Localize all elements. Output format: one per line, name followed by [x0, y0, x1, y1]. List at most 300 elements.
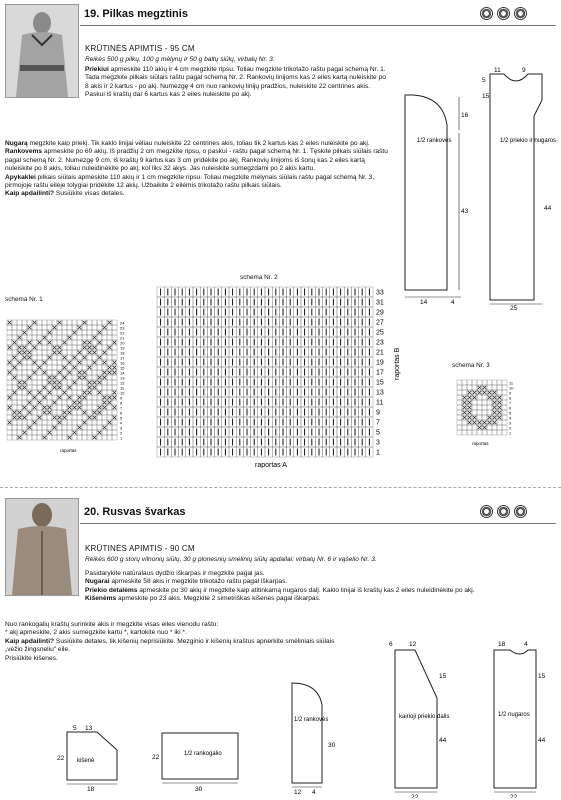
grid-cell	[32, 425, 37, 430]
dim-6: 6	[389, 641, 393, 648]
grid-cell	[72, 425, 77, 430]
grid-cell	[7, 350, 12, 355]
row-number: 27	[376, 319, 384, 327]
pocket-label: kišenė	[77, 758, 95, 764]
cross-stitch	[63, 376, 67, 380]
row-number: 19	[376, 359, 384, 367]
schema1-label: schema Nr. 1	[5, 296, 43, 303]
section19-body-pattern	[478, 60, 558, 310]
row-number: 24	[120, 320, 125, 326]
row-number: 11	[120, 385, 125, 391]
cross-stitch	[478, 386, 482, 390]
grid-cell	[32, 350, 37, 355]
grid-cell	[487, 410, 492, 415]
cross-stitch	[28, 401, 32, 405]
cross-stitch	[38, 341, 42, 345]
grid-cell	[62, 385, 67, 390]
grid-cell	[107, 405, 112, 410]
grid-cell	[57, 355, 62, 360]
grid-cell	[107, 435, 112, 440]
cross-stitch	[108, 401, 112, 405]
grid-cell	[57, 430, 62, 435]
grid-cell	[92, 390, 97, 395]
grid-cell	[477, 405, 482, 410]
grid-cell	[12, 350, 17, 355]
grid-cell	[22, 375, 27, 380]
schema1-grid	[5, 314, 135, 479]
grid-cell	[102, 380, 107, 385]
attach-pockets-paragraph: Prisiūkite kišenes.	[5, 654, 58, 662]
cross-stitch	[78, 351, 82, 355]
grid-cell	[67, 380, 72, 385]
grid-cell	[12, 370, 17, 375]
grid-cell	[17, 390, 22, 395]
grid-cell	[87, 360, 92, 365]
grid-cell	[52, 335, 57, 340]
grid-cell	[107, 325, 112, 330]
cross-stitch	[493, 416, 497, 420]
cross-stitch	[18, 361, 22, 365]
section20-size: KRŪTINĖS APIMTIS - 90 CM	[85, 544, 195, 553]
grid-cell	[32, 415, 37, 420]
dim-15: 15	[439, 673, 447, 680]
grid-cell	[32, 330, 37, 335]
grid-cell	[57, 410, 62, 415]
grid-cell	[32, 390, 37, 395]
cross-stitch	[473, 421, 477, 425]
pocket-pattern	[55, 720, 130, 795]
grid-cell	[22, 325, 27, 330]
grid-cell	[67, 320, 72, 325]
grid-cell	[112, 320, 117, 325]
grid-cell	[112, 385, 117, 390]
cross-stitch	[113, 396, 117, 400]
cross-stitch	[78, 361, 82, 365]
grid-cell	[497, 430, 502, 435]
cross-stitch	[488, 421, 492, 425]
grid-cell	[462, 385, 467, 390]
grid-cell	[87, 395, 92, 400]
cross-stitch	[18, 336, 22, 340]
grid-cell	[7, 325, 12, 330]
row-number: 13	[120, 375, 125, 381]
grid-cell	[92, 395, 97, 400]
grid-cell	[52, 340, 57, 345]
row-number: 7	[376, 419, 380, 427]
grid-cell	[92, 355, 97, 360]
grid-cell	[112, 400, 117, 405]
cross-stitch	[468, 406, 472, 410]
cross-stitch	[53, 381, 57, 385]
cross-stitch	[28, 351, 32, 355]
cross-stitch	[98, 376, 102, 380]
grid-cell	[37, 355, 42, 360]
grid-cell	[47, 370, 52, 375]
cross-stitch	[108, 321, 112, 325]
cross-stitch	[108, 346, 112, 350]
cross-stitch	[83, 376, 87, 380]
grid-cell	[67, 325, 72, 330]
grid-cell	[112, 345, 117, 350]
cross-stitch	[33, 346, 37, 350]
cross-stitch	[93, 436, 97, 440]
row-number: 4	[120, 420, 123, 426]
cross-stitch	[53, 416, 57, 420]
grid-cell	[77, 320, 82, 325]
dim-43: 43	[461, 208, 469, 215]
grid-cell	[502, 420, 507, 425]
cross-stitch	[78, 326, 82, 330]
grid-cell	[487, 425, 492, 430]
grid-cell	[17, 370, 22, 375]
row-number: 3	[120, 425, 123, 431]
grid-cell	[32, 335, 37, 340]
grid-cell	[467, 380, 472, 385]
section-divider	[0, 487, 561, 488]
grid-cell	[62, 335, 67, 340]
grid-cell	[42, 390, 47, 395]
cross-stitch	[48, 376, 52, 380]
grid-cell	[12, 435, 17, 440]
cross-stitch	[468, 401, 472, 405]
grid-cell	[27, 370, 32, 375]
dim-30: 30	[195, 786, 203, 793]
grid-cell	[47, 420, 52, 425]
grid-cell	[112, 380, 117, 385]
row-number: 3	[509, 420, 512, 426]
cross-stitch	[113, 366, 117, 370]
grid-cell	[72, 375, 77, 380]
grid-cell	[72, 415, 77, 420]
cross-stitch	[48, 381, 52, 385]
cross-stitch	[83, 396, 87, 400]
grid-cell	[87, 435, 92, 440]
grid-cell	[27, 435, 32, 440]
cross-stitch	[483, 426, 487, 430]
cross-stitch	[28, 376, 32, 380]
grid-cell	[82, 350, 87, 355]
row-number: 9	[376, 409, 380, 417]
grid-cell	[502, 400, 507, 405]
cross-stitch	[113, 341, 117, 345]
cross-stitch	[463, 401, 467, 405]
cross-stitch	[23, 346, 27, 350]
cross-stitch	[88, 416, 92, 420]
cross-stitch	[18, 351, 22, 355]
cross-stitch	[48, 331, 52, 335]
grid-cell	[37, 425, 42, 430]
grid-cell	[17, 325, 22, 330]
grid-cell	[72, 325, 77, 330]
grid-cell	[457, 415, 462, 420]
cross-stitch	[23, 386, 27, 390]
grid-cell	[87, 330, 92, 335]
grid-cell	[72, 340, 77, 345]
grid-cell	[102, 340, 107, 345]
grid-cell	[27, 335, 32, 340]
grid-cell	[72, 370, 77, 375]
grid-cell	[72, 320, 77, 325]
cross-stitch	[13, 416, 17, 420]
cross-stitch	[8, 346, 12, 350]
cross-stitch	[28, 341, 32, 345]
cross-stitch	[23, 406, 27, 410]
cross-stitch	[28, 426, 32, 430]
cross-stitch	[493, 411, 497, 415]
grid-cell	[47, 425, 52, 430]
cross-stitch	[58, 351, 62, 355]
grid-cell	[502, 380, 507, 385]
grid-cell	[92, 330, 97, 335]
grid-cell	[17, 420, 22, 425]
grid-cell	[477, 410, 482, 415]
grid-cell	[52, 390, 57, 395]
cross-stitch	[498, 406, 502, 410]
grid-cell	[42, 340, 47, 345]
section20-title: 20. Rusvas švarkas	[84, 506, 186, 518]
grid-cell	[47, 415, 52, 420]
grid-cell	[27, 320, 32, 325]
grid-cell	[487, 385, 492, 390]
grid-cell	[462, 425, 467, 430]
section19-header	[80, 3, 556, 26]
cross-stitch	[43, 361, 47, 365]
grid-cell	[22, 425, 27, 430]
grid-cell	[467, 425, 472, 430]
cross-stitch	[113, 371, 117, 375]
cross-stitch	[53, 346, 57, 350]
row-number: 15	[376, 379, 384, 387]
cross-stitch	[88, 391, 92, 395]
cross-stitch	[8, 361, 12, 365]
row-number: 29	[376, 309, 384, 317]
grid-cell	[67, 425, 72, 430]
grid-cell	[57, 405, 62, 410]
cross-stitch	[53, 386, 57, 390]
collar-paragraph: Apykaklei pilkais siūlais apmeskite 110 akių ir 1 cm megzkite ripsu. Toliau megzkite mėlynais siūlais raštu pagal schemą Nr. 3, pirmojoje raštu eilėje tolygiai pridėkite 12 akių. Užbaikite 2 eilėmis trikotažo raštu pilkais siūlais.	[5, 173, 375, 190]
grid-cell	[82, 405, 87, 410]
grid-cell	[37, 335, 42, 340]
grid-cell	[87, 410, 92, 415]
grid-cell	[32, 375, 37, 380]
cross-stitch	[83, 341, 87, 345]
row-number: 5	[120, 415, 123, 421]
grid-cell	[22, 420, 27, 425]
cuff-pattern	[150, 725, 250, 795]
cross-stitch	[63, 416, 67, 420]
grid-cell	[47, 325, 52, 330]
grid-cell	[107, 375, 112, 380]
grid-cell	[27, 360, 32, 365]
grid-cell	[72, 350, 77, 355]
dim-4: 4	[312, 789, 316, 796]
grid-cell	[37, 325, 42, 330]
grid-cell	[57, 375, 62, 380]
cross-stitch	[93, 416, 97, 420]
cross-stitch	[28, 356, 32, 360]
grid-cell	[22, 335, 27, 340]
cross-stitch	[13, 411, 17, 415]
cross-stitch	[108, 366, 112, 370]
grid-cell	[37, 360, 42, 365]
grid-cell	[62, 405, 67, 410]
cuff-label: 1/2 rankogalio	[184, 751, 222, 757]
cross-stitch	[88, 351, 92, 355]
grid-cell	[37, 420, 42, 425]
grid-cell	[107, 355, 112, 360]
cross-stitch	[73, 401, 77, 405]
cross-stitch	[8, 321, 12, 325]
grid-cell	[462, 380, 467, 385]
cross-stitch	[88, 341, 92, 345]
grid-cell	[97, 400, 102, 405]
grid-cell	[102, 345, 107, 350]
cross-stitch	[103, 376, 107, 380]
grid-cell	[472, 400, 477, 405]
grid-cell	[12, 430, 17, 435]
cross-stitch	[98, 411, 102, 415]
grid-cell	[22, 400, 27, 405]
cross-stitch	[493, 421, 497, 425]
section19-title: 19. Pilkas megztinis	[84, 8, 188, 20]
grid-cell	[107, 425, 112, 430]
dim-14: 14	[420, 299, 428, 305]
row-number: 9	[120, 395, 123, 401]
grid-cell	[42, 365, 47, 370]
grid-cell	[67, 420, 72, 425]
cross-stitch	[8, 396, 12, 400]
pocket-paragraph: Kišenėms apmeskite po 23 akis. Megzkite 2 simetriškas kišenes pagal iškarpas.	[85, 595, 321, 603]
section19-body-text	[5, 140, 390, 199]
grid-cell	[62, 370, 67, 375]
dim-15: 15	[538, 673, 546, 680]
grid-cell	[7, 385, 12, 390]
grid-cell	[97, 360, 102, 365]
grid-cell	[62, 325, 67, 330]
cross-stitch	[38, 391, 42, 395]
grid-cell	[62, 360, 67, 365]
cross-stitch	[88, 381, 92, 385]
cross-stitch	[78, 371, 82, 375]
schema2-grid	[155, 285, 425, 475]
grid-cell	[67, 345, 72, 350]
row-number: 5	[509, 410, 512, 416]
grid-cell	[457, 430, 462, 435]
grid-cell	[102, 430, 107, 435]
dim-13: 13	[85, 725, 93, 732]
cross-stitch	[73, 356, 77, 360]
cross-stitch	[93, 351, 97, 355]
dim-9: 9	[522, 67, 526, 74]
cross-stitch	[498, 416, 502, 420]
dim-18: 18	[498, 641, 506, 648]
cross-stitch	[63, 341, 67, 345]
grid-cell	[12, 425, 17, 430]
row-number: 11	[509, 380, 514, 386]
grid-cell	[502, 405, 507, 410]
grid-cell	[32, 340, 37, 345]
row-number: 9	[509, 390, 512, 396]
cross-stitch	[113, 406, 117, 410]
grid-cell	[57, 365, 62, 370]
edge-repeat-paragraph: * akį apmeskite, 2 akis sumegzkite kartu *, kartokite nuo * iki *.	[5, 629, 187, 637]
grid-cell	[77, 415, 82, 420]
cross-stitch	[113, 361, 117, 365]
grid-cell	[42, 330, 47, 335]
cross-stitch	[43, 371, 47, 375]
row-number: 14	[120, 370, 125, 376]
yarn-ball-icon	[480, 505, 493, 518]
cross-stitch	[98, 431, 102, 435]
grid-cell	[7, 365, 12, 370]
cross-stitch	[103, 406, 107, 410]
grid-cell	[62, 425, 67, 430]
grid-cell	[52, 330, 57, 335]
cross-stitch	[33, 396, 37, 400]
cross-stitch	[113, 416, 117, 420]
row-number: 3	[376, 439, 380, 447]
grid-cell	[97, 345, 102, 350]
grid-cell	[467, 385, 472, 390]
cross-stitch	[493, 406, 497, 410]
finishing-paragraph: Kaip apdailinti? Susiūkite visas detales.	[5, 190, 125, 198]
grid-cell	[82, 430, 87, 435]
cross-stitch	[58, 421, 62, 425]
row-number: 17	[376, 369, 384, 377]
grid-cell	[487, 405, 492, 410]
dim-11: 11	[494, 67, 501, 74]
cross-stitch	[8, 406, 12, 410]
grid-cell	[22, 365, 27, 370]
cross-stitch	[73, 331, 77, 335]
dim-22: 22	[411, 794, 419, 798]
grid-cell	[107, 390, 112, 395]
grid-cell	[97, 425, 102, 430]
cross-stitch	[468, 411, 472, 415]
grid-cell	[487, 380, 492, 385]
cross-stitch	[463, 416, 467, 420]
grid-cell	[472, 425, 477, 430]
grid-cell	[42, 320, 47, 325]
grid-cell	[37, 410, 42, 415]
grid-cell	[42, 380, 47, 385]
dim-15: 15	[482, 93, 490, 100]
grid-cell	[22, 390, 27, 395]
cross-stitch	[88, 346, 92, 350]
grid-cell	[77, 335, 82, 340]
grid-cell	[72, 345, 77, 350]
dim-22: 22	[57, 755, 65, 762]
grid-cell	[107, 340, 112, 345]
grid-cell	[42, 325, 47, 330]
grid-cell	[82, 385, 87, 390]
row-number: 6	[120, 410, 123, 416]
grid-cell	[502, 430, 507, 435]
cross-stitch	[73, 431, 77, 435]
grid-cell	[67, 430, 72, 435]
grid-cell	[87, 430, 92, 435]
row-number: 1	[376, 449, 380, 457]
grid-cell	[92, 365, 97, 370]
row-number: 18	[120, 350, 125, 356]
cross-stitch	[103, 361, 107, 365]
grid-cell	[12, 360, 17, 365]
cross-stitch	[23, 381, 27, 385]
row-number: 20	[120, 340, 125, 346]
cross-stitch	[13, 356, 17, 360]
grid-cell	[62, 400, 67, 405]
grid-cell	[112, 420, 117, 425]
